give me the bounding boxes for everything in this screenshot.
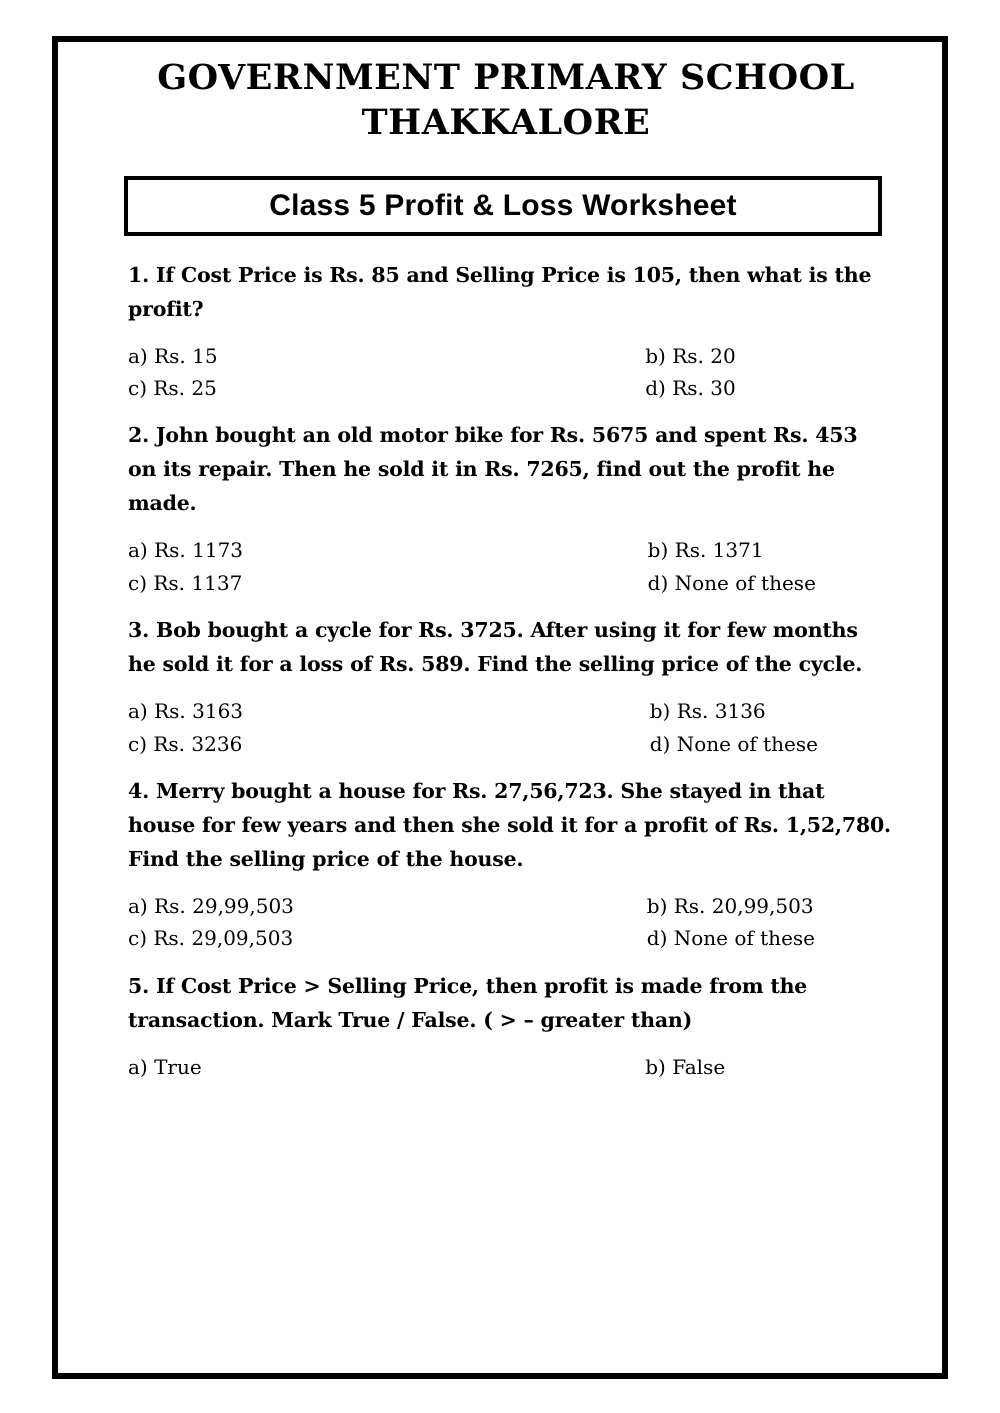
question-text: 3. Bob bought a cycle for Rs. 3725. After using it for few months he sold it for a loss of Rs. 589. Find the selling price of the cycle. xyxy=(128,618,863,677)
page-content xyxy=(58,42,942,1373)
question-text: 4. Merry bought a house for Rs. 27,56,723. She stayed in that house for few years and then she sold it for a profit of Rs. 1,52,780. Find the selling price of the house. xyxy=(128,779,891,872)
spacer xyxy=(120,410,892,418)
option-a[interactable]: a) Rs. 29,99,503 xyxy=(128,894,294,919)
option-d[interactable]: d) None of these xyxy=(646,926,815,951)
option-b[interactable]: b) Rs. 20,99,503 xyxy=(646,894,814,919)
option-b[interactable]: b) Rs. 20 xyxy=(645,343,736,368)
page-border-frame xyxy=(52,36,948,1379)
option-row xyxy=(128,534,892,566)
worksheet-title-box xyxy=(124,176,882,236)
question-item xyxy=(120,613,892,760)
option-c[interactable]: c) Rs. 29,09,503 xyxy=(128,926,294,951)
question-item xyxy=(120,258,892,405)
options-group xyxy=(128,890,892,955)
option-row xyxy=(128,1051,892,1083)
school-name-line2: THAKKALORE xyxy=(361,101,651,143)
option-a[interactable]: a) True xyxy=(128,1054,202,1079)
options-group xyxy=(128,695,892,760)
option-row xyxy=(128,567,892,599)
option-a[interactable]: a) Rs. 15 xyxy=(128,343,218,368)
question-text: 5. If Cost Price > Selling Price, then profit is made from the transaction. Mark True / False. ( > – greater than) xyxy=(128,973,808,1032)
option-d[interactable]: d) None of these xyxy=(647,570,816,595)
option-row xyxy=(128,890,892,922)
option-c[interactable]: c) Rs. 1137 xyxy=(128,570,243,595)
question-item xyxy=(120,418,892,599)
option-row xyxy=(128,695,892,727)
options-group xyxy=(128,340,892,405)
option-row xyxy=(128,340,892,372)
page-title: Class 5 Profit & Loss Worksheet xyxy=(269,188,737,222)
option-a[interactable]: a) Rs. 3163 xyxy=(128,699,244,724)
option-c[interactable]: c) Rs. 25 xyxy=(128,376,217,401)
question-text: 2. John bought an old motor bike for Rs. 5675 and spent Rs. 453 on its repair. Then he sold it in Rs. 7265, find out the profit he made. xyxy=(128,423,858,516)
option-row xyxy=(128,728,892,760)
spacer xyxy=(120,961,892,969)
option-b[interactable]: b) False xyxy=(645,1054,726,1079)
options-group xyxy=(128,534,892,599)
school-header xyxy=(120,56,892,146)
option-b[interactable]: b) Rs. 3136 xyxy=(649,699,766,724)
school-name-line1: GOVERNMENT PRIMARY SCHOOL xyxy=(157,57,855,98)
spacer xyxy=(120,766,892,774)
option-row xyxy=(128,922,892,954)
option-c[interactable]: c) Rs. 3236 xyxy=(128,731,243,756)
question-text: 1. If Cost Price is Rs. 85 and Selling Price is 105, then what is the profit? xyxy=(128,262,872,321)
spacer xyxy=(120,605,892,613)
option-row xyxy=(128,372,892,404)
questions-list xyxy=(120,258,892,1084)
option-d[interactable]: d) Rs. 30 xyxy=(645,376,736,401)
option-b[interactable]: b) Rs. 1371 xyxy=(647,538,764,563)
question-item xyxy=(120,969,892,1083)
options-group xyxy=(128,1051,892,1083)
option-a[interactable]: a) Rs. 1173 xyxy=(128,538,244,563)
question-item xyxy=(120,774,892,955)
option-d[interactable]: d) None of these xyxy=(649,731,818,756)
